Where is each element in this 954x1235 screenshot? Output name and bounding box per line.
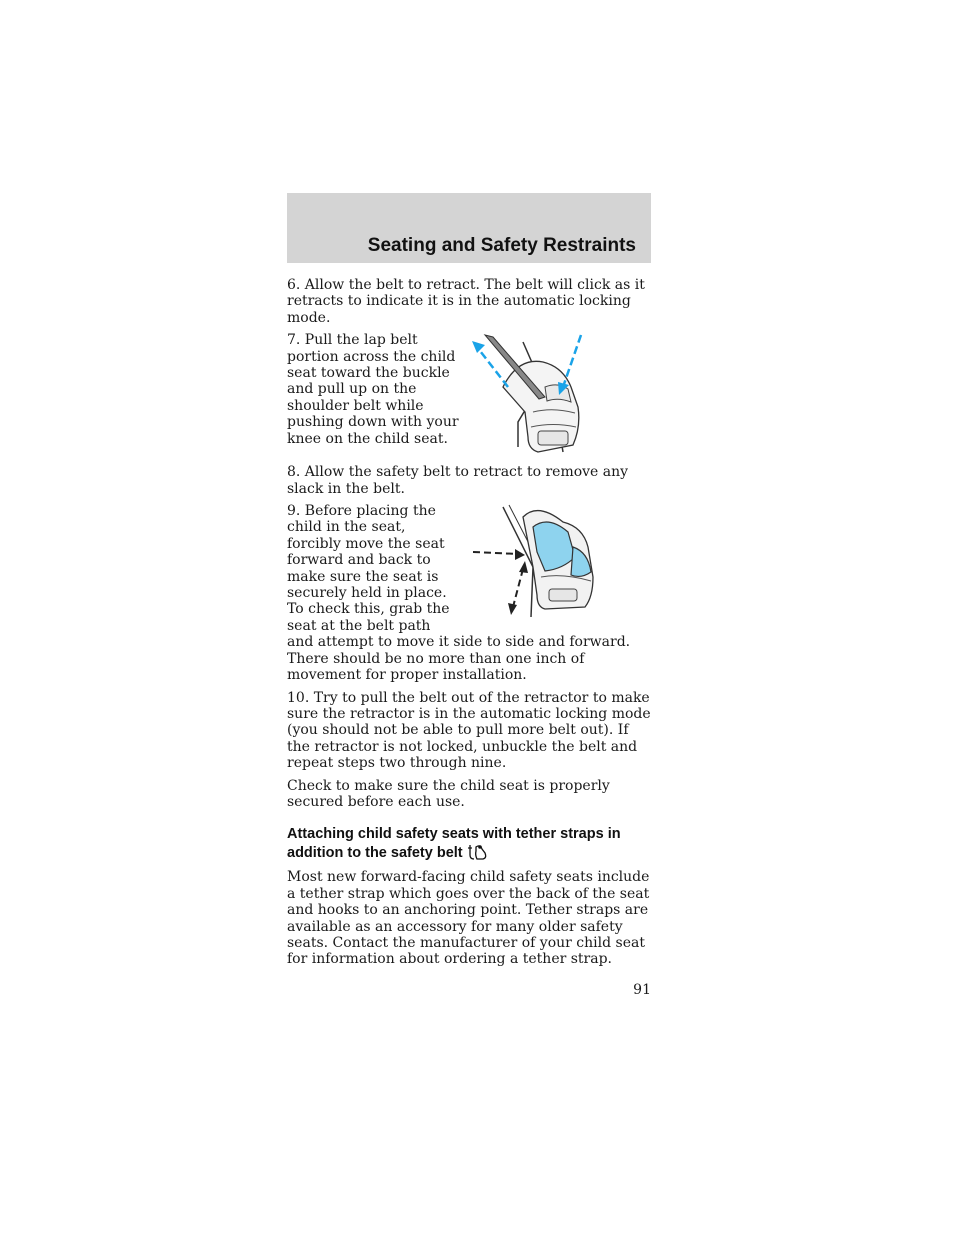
check-note: Check to make sure the child seat is properly secured before each use. xyxy=(287,777,610,810)
tether-section-heading xyxy=(287,825,653,862)
page-content xyxy=(287,277,653,974)
child-seat-belt-tighten-illustration xyxy=(463,327,653,462)
tether-section-body: Most new forward-facing child safety seats include a tether strap which goes over the back of the seat and hooks to an anchoring point. Tether straps are available as an accessory for many older safety seats. Contact the manufacturer of your child seat for information about ordering a tether strap. xyxy=(287,869,650,968)
step-9: 9. Before placing the child in the seat, forcibly move the seat forward and back to make sure the seat is securely held in place. To check this, grab the seat at the belt path and attempt to move it side to side and forward. There should be no more than one inch of movement for proper installation. xyxy=(287,503,631,684)
page-number: 91 xyxy=(633,982,651,998)
page-title: Seating and Safety Restraints xyxy=(367,235,636,256)
section-header xyxy=(287,193,651,263)
step-7: 7. Pull the lap belt portion across the child seat toward the buckle and pull up on the shoulder belt while pushing down with your knee on the child seat. xyxy=(287,332,459,447)
tether-heading-text: Attaching child safety seats with tether straps in addition to the safety belt xyxy=(287,826,621,862)
step-6: 6. Allow the belt to retract. The belt will click as it retracts to indicate it is in the automatic locking mode. xyxy=(287,277,645,326)
step-8: 8. Allow the safety belt to retract to remove any slack in the belt. xyxy=(287,464,629,497)
step-10: 10. Try to pull the belt out of the retractor to make sure the retractor is in the automatic locking mode (you should not be able to pull more belt out). If the retractor is not locked, unbuckle the belt and repeat steps two through nine. xyxy=(287,689,651,772)
child-seat-tether-icon xyxy=(467,843,489,861)
child-seat-movement-check-illustration xyxy=(463,497,653,622)
